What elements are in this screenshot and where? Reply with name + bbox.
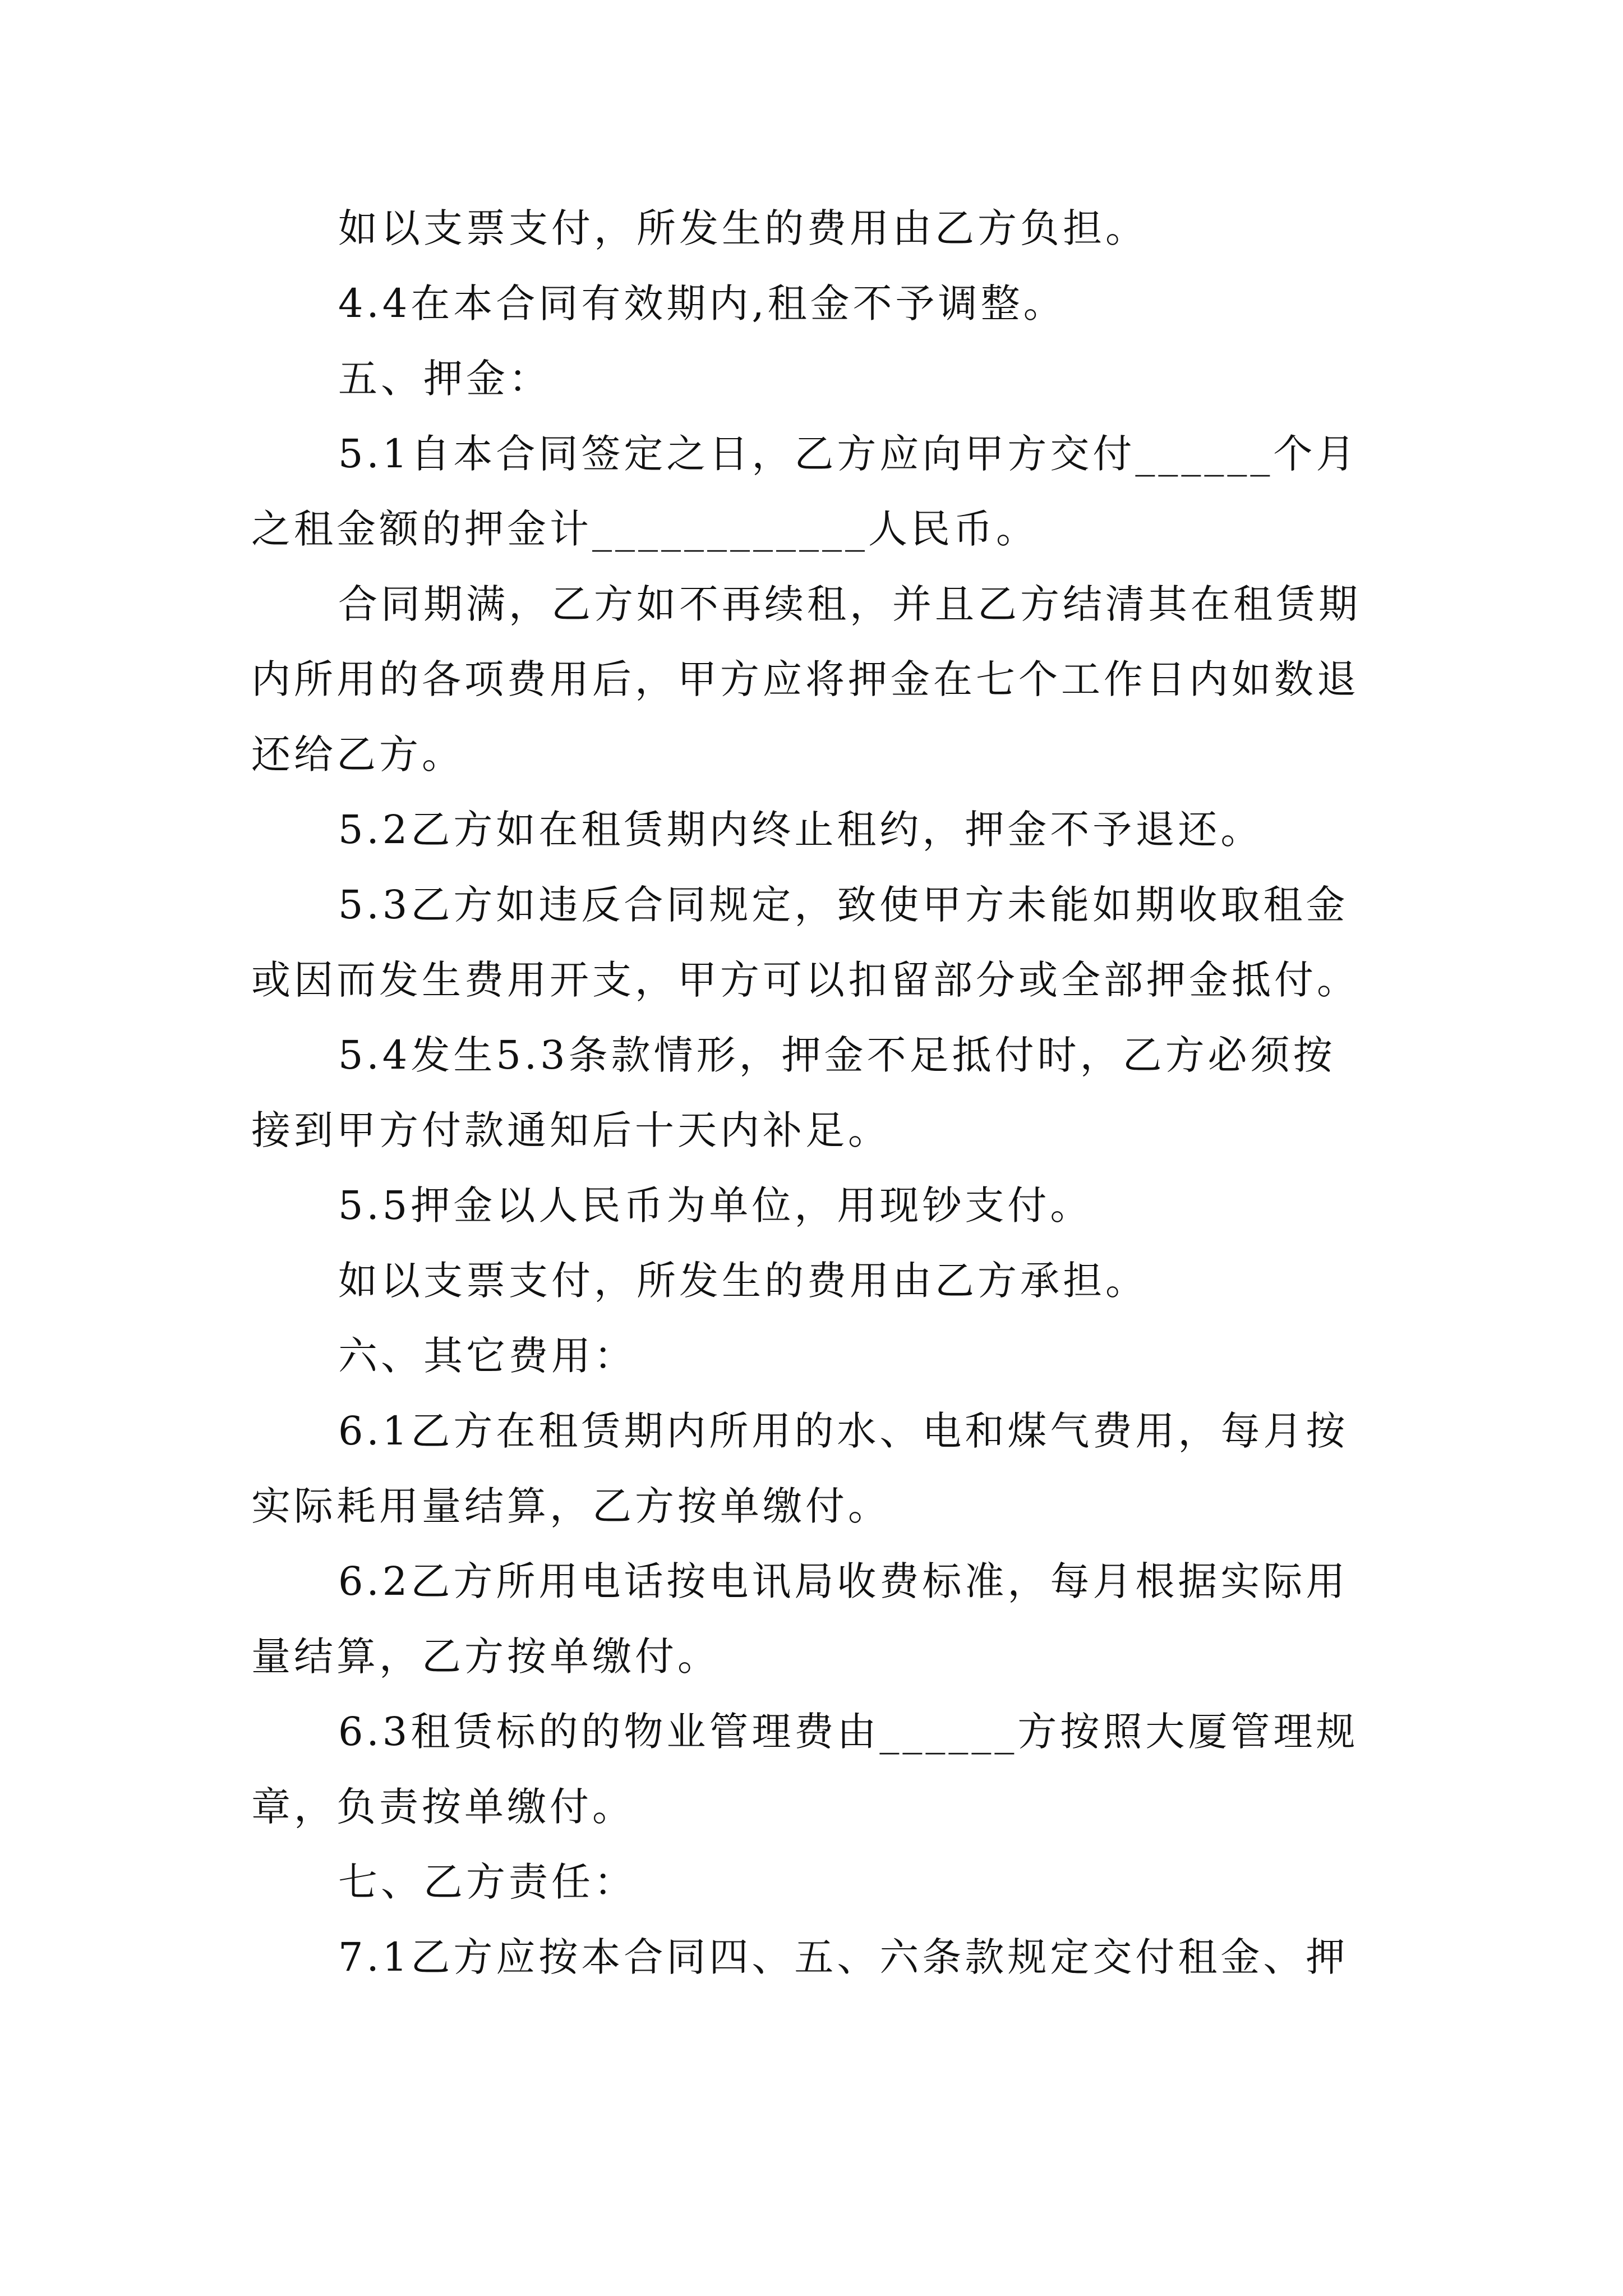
line-2: 4.4在本合同有效期内,租金不予调整。 [338,280,1066,326]
line-3: 五、押金： [338,356,551,402]
line-5: 之租金额的押金计____________人民币。 [251,506,1039,552]
line-11: 或因而发生费用开支，甲方可以扣留部分或全部押金抵付。 [251,957,1359,1003]
line-22: 章，负责按单缴付。 [251,1784,635,1830]
line-8: 还给乙方。 [251,731,464,777]
line-17: 6.1乙方在租赁期内所用的水、电和煤气费用，每月按 [338,1408,1349,1454]
line-4: 5.1自本合同签定之日，乙方应向甲方交付______个月 [338,431,1359,477]
line-16: 六、其它费用： [338,1333,637,1379]
line-6: 合同期满，乙方如不再续租，并且乙方结清其在租赁期 [338,581,1361,627]
line-1: 如以支票支付，所发生的费用由乙方负担。 [338,205,1148,251]
line-7: 内所用的各项费用后，甲方应将押金在七个工作日内如数退 [251,656,1359,702]
line-9: 5.2乙方如在租赁期内终止租约，押金不予退还。 [338,807,1264,853]
line-24: 7.1乙方应按本合同四、五、六条款规定交付租金、押 [338,1934,1349,1980]
line-19: 6.2乙方所用电话按电讯局收费标准，每月根据实际用 [338,1558,1349,1604]
line-21: 6.3租赁标的的物业管理费由______方按照大厦管理规 [338,1709,1359,1755]
line-15: 如以支票支付，所发生的费用由乙方承担。 [338,1258,1148,1304]
line-14: 5.5押金以人民币为单位，用现钞支付。 [338,1182,1093,1228]
line-18: 实际耗用量结算，乙方按单缴付。 [251,1483,891,1529]
line-20: 量结算，乙方按单缴付。 [251,1634,720,1680]
line-10: 5.3乙方如违反合同规定，致使甲方未能如期收取租金 [338,882,1349,928]
line-23: 七、乙方责任： [338,1859,637,1905]
line-12: 5.4发生5.3条款情形，押金不足抵付时，乙方必须按 [338,1032,1336,1078]
line-13: 接到甲方付款通知后十天内补足。 [251,1107,891,1153]
